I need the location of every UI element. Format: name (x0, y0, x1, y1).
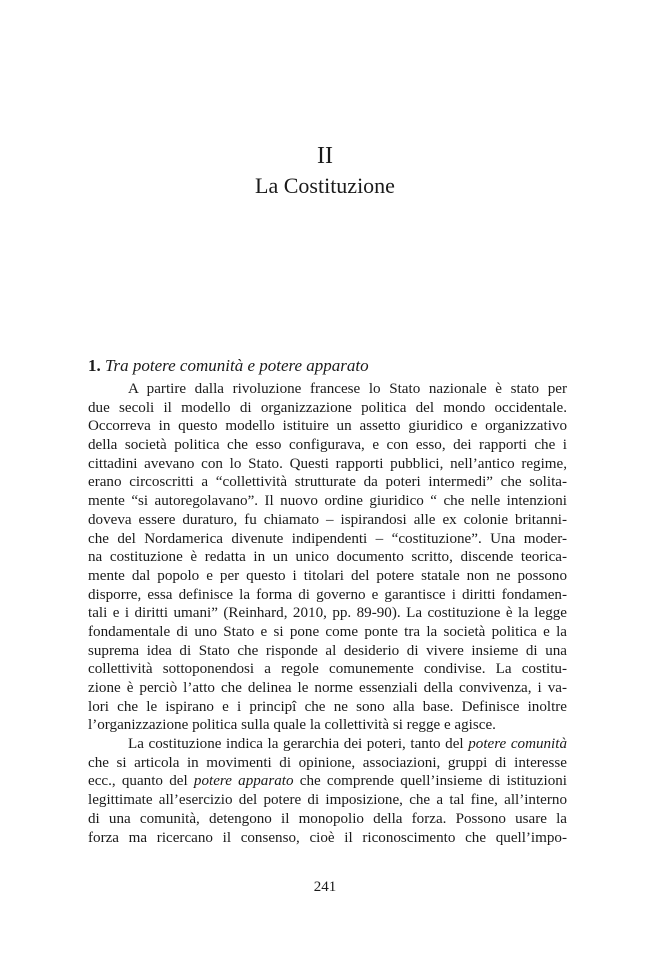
text-line: di una comunità, detengono il monopolio della forza. Possono usare la (88, 810, 567, 827)
section-heading (88, 355, 568, 377)
text-line: doveva essere duraturo, fu chiamato – ispirandosi alle ex colonie britanni- (88, 511, 567, 528)
page-number: 241 (313, 879, 337, 895)
text-line: Occorreva in questo modello istituire un assetto giuridico e organizzativo (88, 418, 567, 435)
text-line: che si articola in movimenti di opinione, associazioni, gruppi di interesse (88, 754, 567, 771)
text-line: fondamentale di uno Stato e si pone come ponte tra la società politica e la (88, 623, 567, 640)
italic-term: potere apparato (193, 773, 294, 790)
text-line: della società politica che esso configurava, e con esso, dei rapporti che i (88, 437, 567, 454)
text-line: suprema idea di Stato che risponde al desiderio di vivere insieme di una (88, 642, 567, 659)
text-line: l’organizzazione politica sulla quale la collettività si regge e agisce. (88, 717, 496, 734)
section-title: Tra potere comunità e potere apparato (105, 356, 369, 375)
text-run: che comprende quell’insieme di istituzioni (293, 773, 567, 790)
text-line: erano circoscritti a “collettività strutturate da poteri intermedi” che solita- (88, 474, 567, 491)
text-line: lori che le ispirano e i principî che ne sono alla base. Definisce inoltre (88, 698, 567, 715)
body-text (88, 380, 567, 847)
text-line: che del Nordamerica divenute indipendenti – “costituzione”. Una moder- (88, 530, 567, 547)
text-line (88, 772, 567, 791)
text-line: forza ma ricercano il consenso, cioè il riconoscimento che quell’impo- (88, 829, 567, 846)
paragraph-1 (88, 380, 567, 735)
text-line: mente “si autoregolavano”. Il nuovo ordine giuridico “ che nelle intenzioni (88, 493, 567, 510)
text-run: ecc., quanto del (88, 773, 194, 790)
text-line: A partire dalla rivoluzione francese lo Stato nazionale è stato per (128, 381, 567, 397)
text-line: tali e i diritti umani” (Reinhard, 2010, pp. 89-90). La costituzione è la legge (88, 605, 567, 622)
chapter-title: La Costituzione (255, 173, 395, 198)
text-line (88, 735, 567, 754)
chapter-number: II (317, 143, 333, 169)
text-line: disporre, essa definisce la forma di governo e garantisce i diritti fondamen- (88, 586, 567, 603)
text-run: La costituzione indica la gerarchia dei poteri, tanto del (128, 736, 469, 753)
text-line: na costituzione è redatta in un unico documento scritto, discende teorica- (88, 549, 567, 566)
text-line: collettività sottoponendosi a regole comunemente condivise. La costitu- (88, 661, 567, 678)
text-line: cittadini avevano con lo Stato. Questi rapporti pubblici, nell’antico regime, (88, 455, 567, 472)
paragraph-2 (88, 735, 567, 847)
italic-term: potere comunità (468, 736, 567, 753)
text-line: mente dal popolo e per questo i titolari del potere statale non ne possono (88, 567, 567, 584)
text-line: due secoli il modello di organizzazione politica del mondo occidentale. (88, 399, 567, 416)
text-line: zione è perciò l’atto che delinea le norme essenziali della convivenza, i va- (88, 680, 567, 696)
text-line: legittimate all’esercizio del potere di imposizione, che a tal fine, all’interno (88, 792, 567, 809)
section-number: 1. (88, 356, 101, 375)
